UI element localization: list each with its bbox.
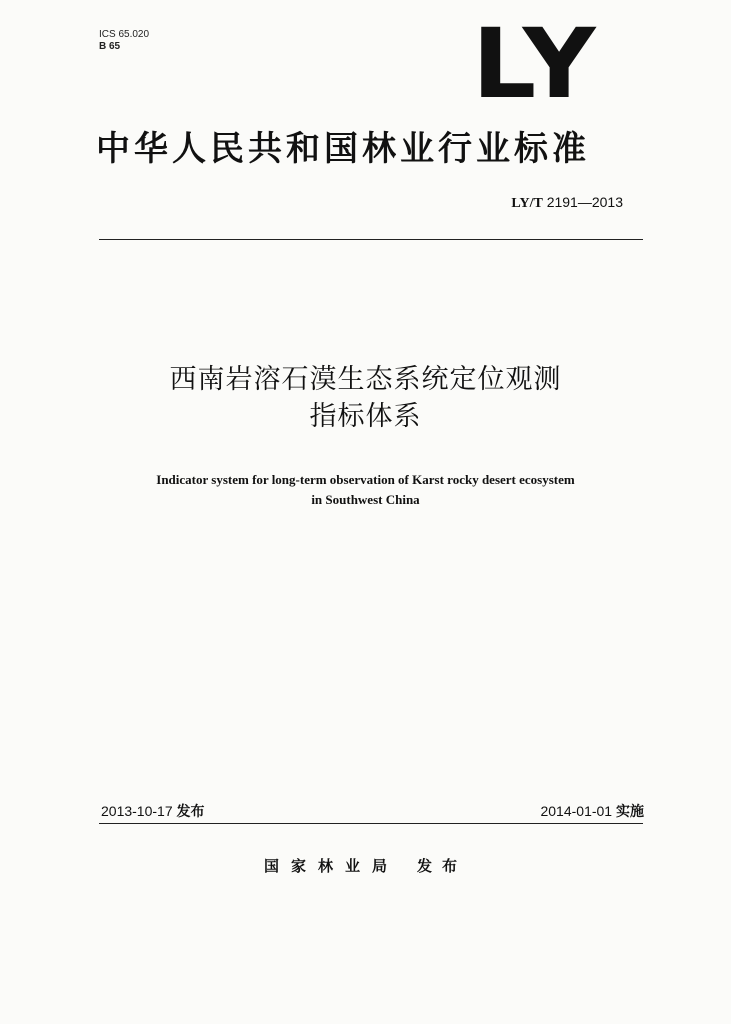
publisher-line: [0, 856, 731, 876]
issue-date-value: 2013-10-17: [101, 803, 173, 819]
english-title: [0, 470, 731, 510]
implementation-date-value: 2014-01-01: [540, 803, 613, 819]
publisher-organization: 国家林业局: [263, 857, 399, 875]
ccs-code: B 65: [99, 41, 121, 52]
standard-number-value: 2191—2013: [546, 194, 623, 210]
ics-code: ICS 65.020: [99, 29, 150, 40]
english-title-line1: Indicator system for long-term observation of Karst rocky desert ecosystem: [156, 472, 575, 487]
organization-title: 中华人民共和国林业行业标准: [96, 129, 590, 169]
publisher-action: 发布: [417, 857, 468, 875]
issue-date-label: 发布: [176, 804, 205, 820]
ly-logo: LY: [472, 8, 598, 120]
chinese-title: [0, 361, 731, 435]
english-title-line2: in Southwest China: [311, 492, 420, 507]
classification-codes: [99, 29, 149, 53]
bottom-divider: [99, 823, 643, 824]
chinese-title-line1: 西南岩溶石漠生态系统定位观测: [169, 364, 562, 395]
implementation-date: [540, 802, 644, 821]
implementation-date-label: 实施: [616, 804, 644, 820]
standard-number-prefix: LY/T: [511, 196, 543, 211]
chinese-title-line2: 指标体系: [309, 401, 422, 432]
top-divider: [99, 239, 643, 240]
standard-number: [511, 193, 623, 213]
issue-date: [101, 802, 205, 821]
